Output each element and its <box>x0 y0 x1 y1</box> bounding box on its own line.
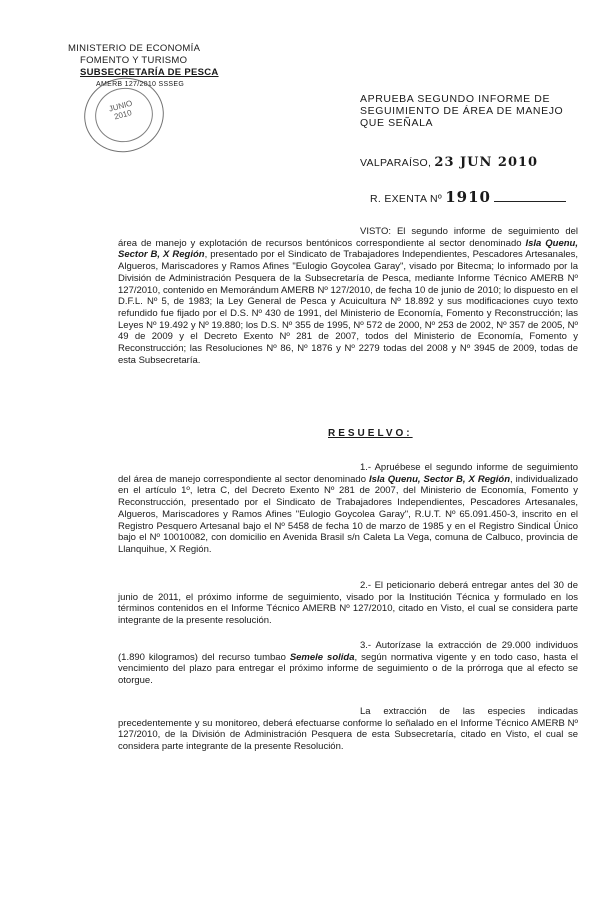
subsecretaria-header: SUBSECRETARÍA DE PESCA <box>80 67 219 78</box>
article-3-text-b: , según normativa vigente y en todo caso, hasta el vencimiento del plazo para entregar el próximo informe de seguimiento o de la prórroga que al efecto se otorgue. <box>118 651 578 687</box>
exenta-label: R. EXENTA Nº <box>370 193 443 205</box>
article-3-text-a: 3.- Autorízase la extracción de 29.000 individuos (1.890 kilogramos) del recurso tumbao <box>118 640 578 663</box>
article-2 <box>118 580 578 627</box>
document-title: APRUEBA SEGUNDO INFORME DE SEGUIMIENTO DE ÁREA DE MANEJO QUE SEÑALA <box>360 93 564 129</box>
resuelvo-heading: RESUELVO: <box>328 428 413 439</box>
reference-code: AMERB 127/2010 SSSEG <box>96 81 185 88</box>
place-date <box>360 155 538 170</box>
visto-paragraph <box>118 226 578 366</box>
handwritten-date: 23 JUN 2010 <box>434 155 539 170</box>
visto-text: VISTO: El segundo informe de seguimiento del área de manejo y explotación de recursos bentónicos correspondiente al sector denominado <box>118 226 578 249</box>
exenta-number <box>370 188 566 206</box>
ministry-header-line2: FOMENTO Y TURISMO <box>80 55 188 66</box>
place-label: VALPARAÍSO, <box>360 157 432 169</box>
visto-rest: , presentado por el Sindicato de Trabajadores Independientes, Pescadores Artesanales, Algueros, Mariscadores y Ramos Afines "Eulogio Goycolea Garay", visado por Bitecma; lo informado por la División de Administración Pesquera de la Subsecretaría de Pesca, mediante Informe Técnico AMERB Nº 127/2010, contenido en Memorándum AMERB Nº 127/2010, de fecha 10 de junio de 2010; lo dispuesto en el D.F.L. Nº 5, de 1983; la Ley General de Pesca y Acuicultura Nº 18.892 y sus modificaciones cuyo texto refundido fue fijado por el D.S. Nº 430 de 1991, del Ministerio de Economía, Fomento y Reconstrucción; las Leyes Nº 19.492 y Nº 19.880; los D.S. Nº 355 de 1995, Nº 572 de 2000, Nº 253 de 2002, Nº 357 de 2005, Nº 49 de 2009 y el Decreto Exento Nº 281 de 2007, todos del Ministerio de Economía, Fomento y Reconstrucción; las Resoluciones Nº 86, Nº 1876 y Nº 2279 todas del 2008 y Nº 3945 de 2009, todas de esta Subsecretaría. <box>118 249 579 366</box>
article-1-sector: Isla Quenu, Sector B, X Región <box>368 473 511 485</box>
ministry-header-line1: MINISTERIO DE ECONOMÍA <box>68 43 201 54</box>
article-3 <box>118 640 578 687</box>
article-3-species: Semele solida <box>289 651 355 663</box>
article-1 <box>118 462 578 556</box>
seal-date: JUNIO 2010 <box>107 98 134 122</box>
article-2-text: 2.- El peticionario deberá entregar antes del 30 de junio de 2011, el próximo informe de seguimiento, visado por la Institución Técnica y formulado en los términos contenidos en el Informe Técnico AMERB Nº 127/2010, citado en Visto, el cual se considera parte integrante de la presente resolución. <box>118 580 578 627</box>
article-1-text-b: , individualizado en el artículo 1º, letra C, del Decreto Exento Nº 281 de 2007, del Ministerio de Economía, Fomento y Reconstrucción, presentado por el Sindicato de Trabajadores Independientes, Pescadores Artesanales, Algueros, Mariscadores y Ramos Afines "Eulogio Goycolea Garay", R.U.T. Nº 65.091.450-3, inscrito en el Registro Pesquero Artesanal bajo el Nº 5458 de fecha 10 de marzo de 1985 y en el Registro Sindical Único bajo el Nº 10010082, con domicilio en Avenida Brasil s/n Caleta La Vega, comuna de Calbuco, provincia de Llanquihue, X Región. <box>118 473 578 555</box>
article-1-text-a: 1.- Apruébese el segundo informe de seguimiento del área de manejo correspondiente al sector denominado <box>118 462 578 485</box>
exenta-value: 1910 <box>445 188 491 206</box>
visto-sector: Isla Quenu, Sector B, X Región <box>118 237 578 261</box>
exenta-underline <box>494 200 566 202</box>
extraction-paragraph <box>118 706 578 753</box>
extraction-text: La extracción de las especies indicadas precedentemente y su monitoreo, deberá efectuarse conforme lo señalado en el Informe Técnico AMERB Nº 127/2010, de la División de Administración Pesquera de esta Subsecretaría, citado en Visto, el cual se considera parte integrante de la presente Resolución. <box>118 706 578 753</box>
